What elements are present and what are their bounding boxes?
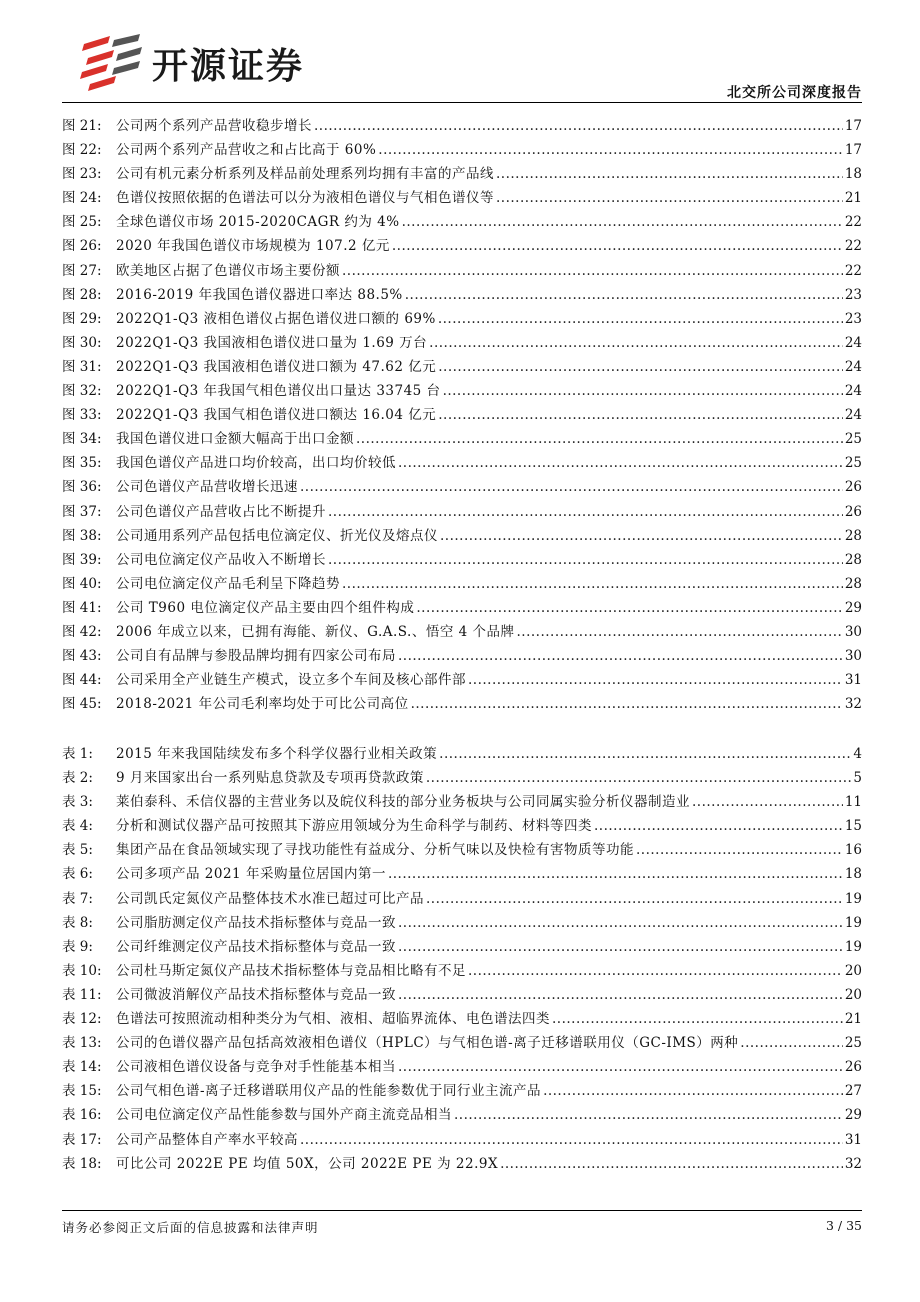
entry-page-number: 25 xyxy=(844,455,862,472)
entry-title: 2022Q1-Q3 我国液相色谱仪进口额为 47.62 亿元 xyxy=(116,358,437,375)
dot-leader xyxy=(392,238,843,254)
entry-label: 表 1: xyxy=(62,746,93,762)
entry-label: 图 24: xyxy=(62,190,102,207)
entry-label: 图 39: xyxy=(62,551,102,568)
figure-entry[interactable] xyxy=(62,475,862,499)
entry-label: 表 3: xyxy=(62,794,93,811)
entry-title: 公司 T960 电位滴定仪产品主要由四个组件构成 xyxy=(116,599,415,616)
entry-page-number: 20 xyxy=(844,962,862,979)
table-entry[interactable] xyxy=(62,1128,862,1152)
entry-label: 表 11: xyxy=(62,986,102,1003)
entry-label: 表 7: xyxy=(62,890,93,907)
figure-entry[interactable] xyxy=(62,331,862,355)
table-entry[interactable] xyxy=(62,983,862,1007)
dot-leader xyxy=(440,528,843,544)
entry-title: 公司电位滴定仪产品毛利呈下降趋势 xyxy=(116,575,340,592)
entry-page-number: 19 xyxy=(844,914,862,931)
table-entry[interactable] xyxy=(62,838,862,862)
figure-entry[interactable] xyxy=(62,162,862,186)
figure-entry[interactable] xyxy=(62,307,862,331)
entry-title: 我国色谱仪产品进口均价较高，出口均价较低 xyxy=(116,455,396,472)
entry-page-number: 20 xyxy=(844,986,862,1003)
dot-leader xyxy=(496,190,843,206)
entry-title: 公司有机元素分析系列及样品前处理系列均拥有丰富的产品线 xyxy=(116,166,494,183)
entry-label: 表 18: xyxy=(62,1155,102,1172)
dot-leader xyxy=(398,939,843,955)
dot-leader xyxy=(543,1083,843,1099)
entry-title: 公司采用全产业链生产模式，设立多个车间及核心部件部 xyxy=(116,672,466,689)
entry-title: 公司微波消解仪产品技术指标整体与竞品一致 xyxy=(116,986,396,1003)
entry-label: 图 36: xyxy=(62,479,102,496)
entry-title: 2018-2021 年公司毛利率均处于可比公司高位 xyxy=(116,696,409,713)
dot-leader xyxy=(740,1035,843,1051)
entry-label: 图 27: xyxy=(62,262,102,279)
entry-title: 欧美地区占据了色谱仪市场主要份额 xyxy=(116,262,340,279)
entry-title: 2016-2019 年我国色谱仪器进口率达 88.5% xyxy=(116,286,403,303)
entry-title: 公司多项产品 2021 年采购量位居国内第一 xyxy=(116,866,386,883)
entry-page-number: 29 xyxy=(844,599,862,616)
figure-entry[interactable] xyxy=(62,283,862,307)
entry-page-number: 15 xyxy=(844,818,862,835)
dot-leader xyxy=(328,504,843,520)
dot-leader xyxy=(426,770,852,786)
entry-page-number: 19 xyxy=(844,938,862,955)
entry-page-number: 23 xyxy=(844,286,862,303)
entry-page-number: 23 xyxy=(844,310,862,327)
entry-label: 表 16: xyxy=(62,1107,102,1124)
entry-page-number: 24 xyxy=(844,407,862,424)
entry-label: 图 30: xyxy=(62,334,102,351)
entry-title: 公司自有品牌与参股品牌均拥有四家公司布局 xyxy=(116,648,396,665)
kaiyuan-logo-icon xyxy=(80,34,144,92)
table-entry[interactable] xyxy=(62,766,862,790)
footer-divider xyxy=(62,1210,862,1211)
figure-entry[interactable] xyxy=(62,596,862,620)
figure-entry[interactable] xyxy=(62,668,862,692)
table-entry[interactable] xyxy=(62,911,862,935)
entry-title: 2022Q1-Q3 年我国气相色谱仪出口量达 33745 台 xyxy=(116,383,441,400)
entry-page-number: 27 xyxy=(844,1083,862,1100)
dot-leader xyxy=(388,866,843,882)
entry-title: 集团产品在食品领域实现了寻找功能性有益成分、分析气味以及快检有害物质等功能 xyxy=(116,842,634,859)
entry-label: 图 28: xyxy=(62,286,102,303)
page-number: 3 / 35 xyxy=(825,1218,862,1233)
entry-page-number: 21 xyxy=(844,190,862,207)
header-divider xyxy=(62,102,862,103)
entry-page-number: 11 xyxy=(844,794,862,811)
entry-label: 表 14: xyxy=(62,1059,102,1076)
entry-page-number: 22 xyxy=(844,214,862,231)
entry-page-number: 18 xyxy=(844,866,862,883)
entry-page-number: 31 xyxy=(844,672,862,689)
entry-label: 图 37: xyxy=(62,503,102,520)
report-type: 北交所公司深度报告 xyxy=(727,85,862,101)
entry-page-number: 25 xyxy=(844,431,862,448)
entry-label: 图 31: xyxy=(62,358,102,375)
entry-title: 公司液相色谱仪设备与竞争对手性能基本相当 xyxy=(116,1059,396,1076)
entry-page-number: 18 xyxy=(844,166,862,183)
dot-leader xyxy=(416,600,842,616)
entry-label: 图 34: xyxy=(62,431,102,448)
figure-entry[interactable] xyxy=(62,451,862,475)
entry-label: 图 29: xyxy=(62,310,102,327)
entry-title: 莱伯泰科、禾信仪器的主营业务以及皖仪科技的部分业务板块与公司同属实验分析仪器制造业 xyxy=(116,794,690,811)
entry-title: 公司两个系列产品营收稳步增长 xyxy=(116,118,312,134)
entry-page-number: 28 xyxy=(844,575,862,592)
dot-leader xyxy=(314,118,843,134)
entry-page-number: 5 xyxy=(853,770,862,787)
entry-title: 公司色谱仪产品营收增长迅速 xyxy=(116,479,298,496)
dot-leader xyxy=(411,696,843,712)
entry-label: 图 38: xyxy=(62,527,102,544)
entry-page-number: 29 xyxy=(844,1107,862,1124)
dot-leader xyxy=(438,311,843,327)
entry-label: 表 12: xyxy=(62,1011,102,1028)
entry-label: 图 41: xyxy=(62,599,102,616)
figure-entry[interactable] xyxy=(62,692,862,716)
figure-entry[interactable] xyxy=(62,572,862,596)
figure-entry[interactable] xyxy=(62,548,862,572)
dot-leader xyxy=(328,552,843,568)
entry-title: 9 月来国家出台一系列贴息贷款及专项再贷款政策 xyxy=(116,770,424,787)
entry-label: 图 35: xyxy=(62,455,102,472)
dot-leader xyxy=(378,142,843,158)
dot-leader xyxy=(342,576,843,592)
table-entry[interactable] xyxy=(62,1079,862,1103)
figure-entry[interactable] xyxy=(62,403,862,427)
figure-entry[interactable] xyxy=(62,355,862,379)
entry-title: 公司纤维测定仪产品技术指标整体与竞品一致 xyxy=(116,938,396,955)
entry-title: 我国色谱仪进口金额大幅高于出口金额 xyxy=(116,431,354,448)
dot-leader xyxy=(300,479,843,495)
brand-name: 开源证券 xyxy=(152,46,305,87)
entry-title: 分析和测试仪器产品可按照其下游应用领域分为生命科学与制药、材料等四类 xyxy=(116,818,592,835)
entry-title: 公司脂肪测定仪产品技术指标整体与竞品一致 xyxy=(116,914,396,931)
table-entry[interactable] xyxy=(62,1055,862,1079)
entry-title: 公司气相色谱-离子迁移谱联用仪产品的性能参数优于同行业主流产品 xyxy=(116,1083,542,1100)
entry-title: 色谱法可按照流动相种类分为气相、液相、超临界流体、电色谱法四类 xyxy=(116,1011,550,1028)
entry-title: 公司通用系列产品包括电位滴定仪、折光仪及熔点仪 xyxy=(116,527,438,544)
dot-leader xyxy=(426,891,843,907)
entry-page-number: 24 xyxy=(844,334,862,351)
table-entry[interactable] xyxy=(62,1007,862,1031)
dot-leader xyxy=(429,335,843,351)
table-entry[interactable] xyxy=(62,1031,862,1055)
table-entry[interactable] xyxy=(62,887,862,911)
dot-leader xyxy=(496,166,843,182)
table-entry[interactable] xyxy=(62,935,862,959)
entry-title: 2015 年来我国陆续发布多个科学仪器行业相关政策 xyxy=(116,746,438,762)
entry-label: 图 42: xyxy=(62,623,102,640)
entry-page-number: 21 xyxy=(844,1011,862,1028)
entry-title: 可比公司 2022E PE 均值 50X，公司 2022E PE 为 22.9X xyxy=(116,1155,499,1172)
dot-leader xyxy=(402,214,843,230)
figure-entry[interactable] xyxy=(62,210,862,234)
entry-label: 图 45: xyxy=(62,696,102,713)
dot-leader xyxy=(443,383,843,399)
entry-page-number: 19 xyxy=(844,890,862,907)
table-list xyxy=(62,742,862,1176)
dot-leader xyxy=(439,746,851,762)
dot-leader xyxy=(342,263,843,279)
figure-entry[interactable] xyxy=(62,500,862,524)
dot-leader xyxy=(398,1059,843,1075)
footer-disclaimer: 请务必参阅正文后面的信息披露和法律声明 xyxy=(62,1220,319,1235)
entry-label: 表 9: xyxy=(62,938,93,955)
entry-label: 图 40: xyxy=(62,575,102,592)
figure-entry[interactable] xyxy=(62,620,862,644)
dot-leader xyxy=(552,1011,843,1027)
entry-title: 公司杜马斯定氮仪产品技术指标整体与竞品相比略有不足 xyxy=(116,962,466,979)
dot-leader xyxy=(300,1132,843,1148)
entry-title: 全球色谱仪市场 2015-2020CAGR 约为 4% xyxy=(116,214,400,231)
entry-page-number: 22 xyxy=(844,262,862,279)
entry-page-number: 22 xyxy=(844,238,862,255)
figure-entry[interactable] xyxy=(62,379,862,403)
dot-leader xyxy=(692,794,843,810)
entry-page-number: 31 xyxy=(844,1131,862,1148)
figure-entry[interactable] xyxy=(62,644,862,668)
dot-leader xyxy=(594,818,843,834)
entry-label: 图 26: xyxy=(62,238,102,255)
entry-page-number: 30 xyxy=(844,623,862,640)
dot-leader xyxy=(438,407,843,423)
table-entry[interactable] xyxy=(62,790,862,814)
entry-page-number: 26 xyxy=(844,503,862,520)
entry-label: 表 13: xyxy=(62,1035,102,1052)
entry-title: 2022Q1-Q3 液相色谱仪占据色谱仪进口额的 69% xyxy=(116,310,436,327)
dot-leader xyxy=(636,842,843,858)
entry-label: 图 32: xyxy=(62,383,102,400)
table-entry[interactable] xyxy=(62,862,862,886)
entry-label: 表 10: xyxy=(62,962,102,979)
entry-title: 公司的色谱仪器产品包括高效液相色谱仪（HPLC）与气相色谱-离子迁移谱联用仪（GC-IMS）两种 xyxy=(116,1035,739,1052)
dot-leader xyxy=(398,648,843,664)
entry-label: 图 43: xyxy=(62,648,102,665)
figure-entry[interactable] xyxy=(62,259,862,283)
dot-leader xyxy=(468,963,843,979)
entry-title: 公司电位滴定仪产品收入不断增长 xyxy=(116,551,326,568)
entry-page-number: 28 xyxy=(844,551,862,568)
figure-entry[interactable] xyxy=(62,427,862,451)
entry-label: 表 17: xyxy=(62,1131,102,1148)
figure-entry[interactable] xyxy=(62,524,862,548)
entry-label: 图 33: xyxy=(62,407,102,424)
entry-label: 表 5: xyxy=(62,842,93,859)
entry-page-number: 32 xyxy=(844,1155,862,1172)
entry-label: 表 4: xyxy=(62,818,93,835)
entry-page-number: 4 xyxy=(853,746,862,762)
entry-label: 图 44: xyxy=(62,672,102,689)
dot-leader xyxy=(468,672,843,688)
entry-label: 表 15: xyxy=(62,1083,102,1100)
entry-label: 图 23: xyxy=(62,166,102,183)
table-entry[interactable] xyxy=(62,742,862,766)
entry-page-number: 24 xyxy=(844,358,862,375)
entry-page-number: 26 xyxy=(844,1059,862,1076)
entry-label: 表 2: xyxy=(62,770,93,787)
table-entry[interactable] xyxy=(62,1103,862,1127)
dot-leader xyxy=(438,359,843,375)
entry-page-number: 28 xyxy=(844,527,862,544)
entry-title: 2022Q1-Q3 我国气相色谱仪进口额达 16.04 亿元 xyxy=(116,407,437,424)
entry-label: 图 25: xyxy=(62,214,102,231)
entry-page-number: 17 xyxy=(844,142,862,159)
entry-title: 公司产品整体自产率水平较高 xyxy=(116,1131,298,1148)
entry-label: 图 21: xyxy=(62,118,102,134)
figure-entry[interactable] xyxy=(62,234,862,258)
dot-leader xyxy=(454,1107,843,1123)
entry-page-number: 30 xyxy=(844,648,862,665)
entry-label: 表 8: xyxy=(62,914,93,931)
entry-title: 公司色谱仪产品营收占比不断提升 xyxy=(116,503,326,520)
figure-list xyxy=(62,114,862,716)
entry-title: 色谱仪按照依据的色谱法可以分为液相色谱仪与气相色谱仪等 xyxy=(116,190,494,207)
dot-leader xyxy=(356,431,843,447)
dot-leader xyxy=(398,987,843,1003)
entry-label: 图 22: xyxy=(62,142,102,159)
entry-title: 公司电位滴定仪产品性能参数与国外产商主流竞品相当 xyxy=(116,1107,452,1124)
entry-page-number: 25 xyxy=(844,1035,862,1052)
entry-page-number: 17 xyxy=(844,118,862,134)
table-entry[interactable] xyxy=(62,1152,862,1176)
entry-page-number: 16 xyxy=(844,842,862,859)
entry-title: 2022Q1-Q3 我国液相色谱仪进口量为 1.69 万台 xyxy=(116,334,428,351)
entry-label: 表 6: xyxy=(62,866,93,883)
entry-page-number: 24 xyxy=(844,383,862,400)
figure-entry[interactable] xyxy=(62,114,862,138)
table-entry[interactable] xyxy=(62,814,862,838)
entry-title: 公司两个系列产品营收之和占比高于 60% xyxy=(116,142,377,159)
entry-title: 2006 年成立以来，已拥有海能、新仪、G.A.S.、悟空 4 个品牌 xyxy=(116,623,515,640)
figure-entry[interactable] xyxy=(62,186,862,210)
table-entry[interactable] xyxy=(62,959,862,983)
dot-leader xyxy=(398,915,843,931)
figure-entry[interactable] xyxy=(62,138,862,162)
dot-leader xyxy=(500,1156,843,1172)
dot-leader xyxy=(517,624,843,640)
page-header xyxy=(62,24,862,104)
dot-leader xyxy=(398,455,843,471)
entry-page-number: 32 xyxy=(844,696,862,713)
entry-page-number: 26 xyxy=(844,479,862,496)
entry-title: 2020 年我国色谱仪市场规模为 107.2 亿元 xyxy=(116,238,390,255)
entry-title: 公司凯氏定氮仪产品整体技术水准已超过可比产品 xyxy=(116,890,424,907)
dot-leader xyxy=(405,287,843,303)
